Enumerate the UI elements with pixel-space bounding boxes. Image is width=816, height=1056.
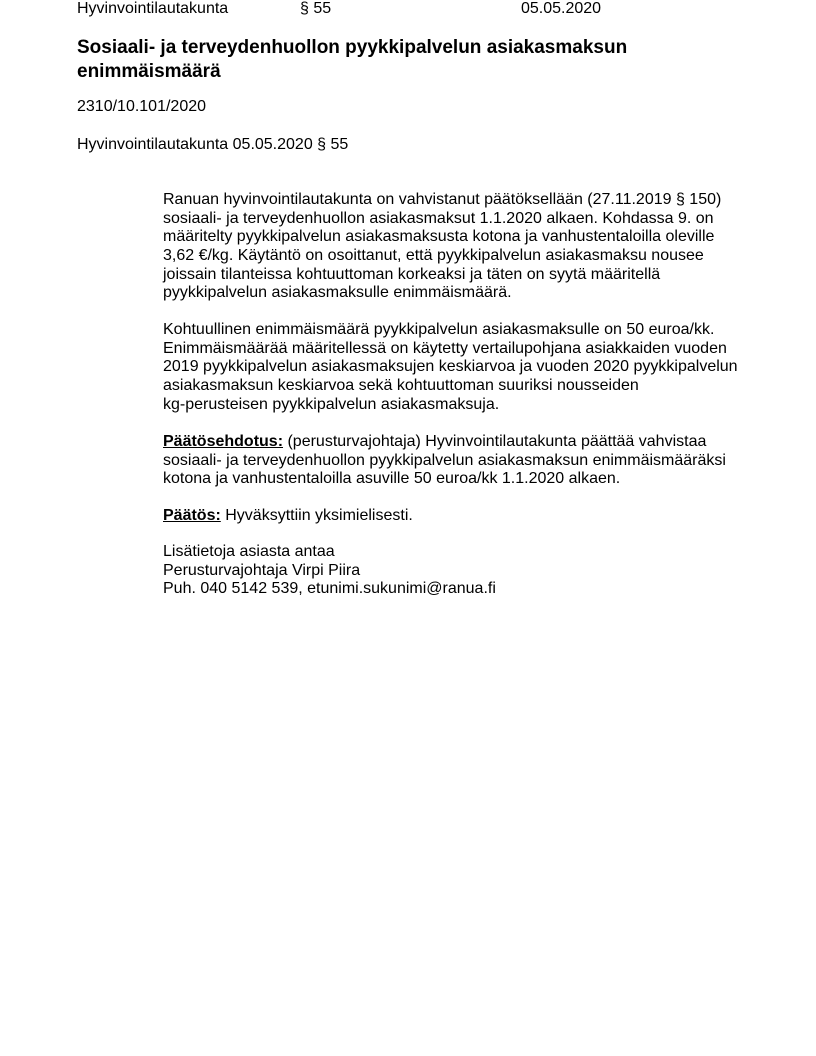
- text-line: Ranuan hyvinvointilautakunta on vahvistanut päätöksellään (27.11.2019 § 150): [163, 191, 722, 208]
- text-line: asiakasmaksun keskiarvoa sekä kohtuuttoman suuriksi nousseiden: [163, 377, 639, 395]
- decision-proposal: [163, 433, 726, 489]
- decision: [163, 507, 413, 526]
- document-title: [77, 36, 627, 84]
- text-line: joissain tilanteissa kohtuuttoman korkeaksi ja täten on syytä määritellä: [163, 265, 661, 283]
- text-line: 2019 pyykkipalvelun asiakasmaksujen keskiarvoa ja vuoden 2020 pyykkipalvelun: [163, 358, 738, 376]
- text-line: sosiaali- ja terveydenhuollon pyykkipalvelun asiakasmaksun enimmäismääräksi: [163, 451, 726, 469]
- text-line: määritelty pyykkipalvelun asiakasmaksusta kotona ja vanhustentaloilla oleville: [163, 228, 715, 246]
- header-section: § 55: [300, 0, 332, 17]
- title-line: enimmäismäärä: [77, 61, 221, 82]
- decision-text: Hyväksyttiin yksimielisesti.: [220, 507, 413, 524]
- text-line: kg-perusteisen pyykkipalvelun asiakasmaksuja.: [163, 395, 500, 413]
- title-line: Sosiaali- ja terveydenhuollon pyykkipalvelun asiakasmaksun: [77, 37, 628, 58]
- contact-info: [163, 543, 496, 599]
- header-date: 05.05.2020: [521, 0, 602, 17]
- decision-label: Päätös:: [163, 507, 221, 524]
- case-number: 2310/10.101/2020: [77, 98, 207, 115]
- proposal-label: Päätösehdotus:: [163, 433, 284, 450]
- proposal-text: (perusturvajohtaja) Hyvinvointilautakunta päättää vahvistaa: [283, 433, 707, 450]
- text-line: Enimmäismäärää määritellessä on käytetty vertailupohjana asiakkaiden vuoden: [163, 339, 727, 357]
- paragraph-justification: [163, 321, 738, 414]
- text-line: 3,62 €/kg. Käytäntö on osoittanut, että pyykkipalvelun asiakasmaksu nousee: [163, 247, 704, 265]
- meeting-reference: Hyvinvointilautakunta 05.05.2020 § 55: [77, 136, 349, 153]
- contact-line: Perusturvajohtaja Virpi Piira: [163, 561, 361, 579]
- contact-line: Puh. 040 5142 539, etunimi.sukunimi@ranua.fi: [163, 580, 496, 598]
- text-line: pyykkipalvelun asiakasmaksulle enimmäismäärä.: [163, 284, 512, 302]
- paragraph-background: [163, 191, 721, 303]
- text-line: sosiaali- ja terveydenhuollon asiakasmaksut 1.1.2020 alkaen. Kohdassa 9. on: [163, 209, 714, 227]
- text-line: kotona ja vanhustentaloilla asuville 50 euroa/kk 1.1.2020 alkaen.: [163, 470, 621, 488]
- text-line: Kohtuullinen enimmäismäärä pyykkipalvelun asiakasmaksulle on 50 euroa/kk.: [163, 321, 715, 338]
- header-board: Hyvinvointilautakunta: [77, 0, 229, 17]
- contact-line: Lisätietoja asiasta antaa: [163, 543, 335, 560]
